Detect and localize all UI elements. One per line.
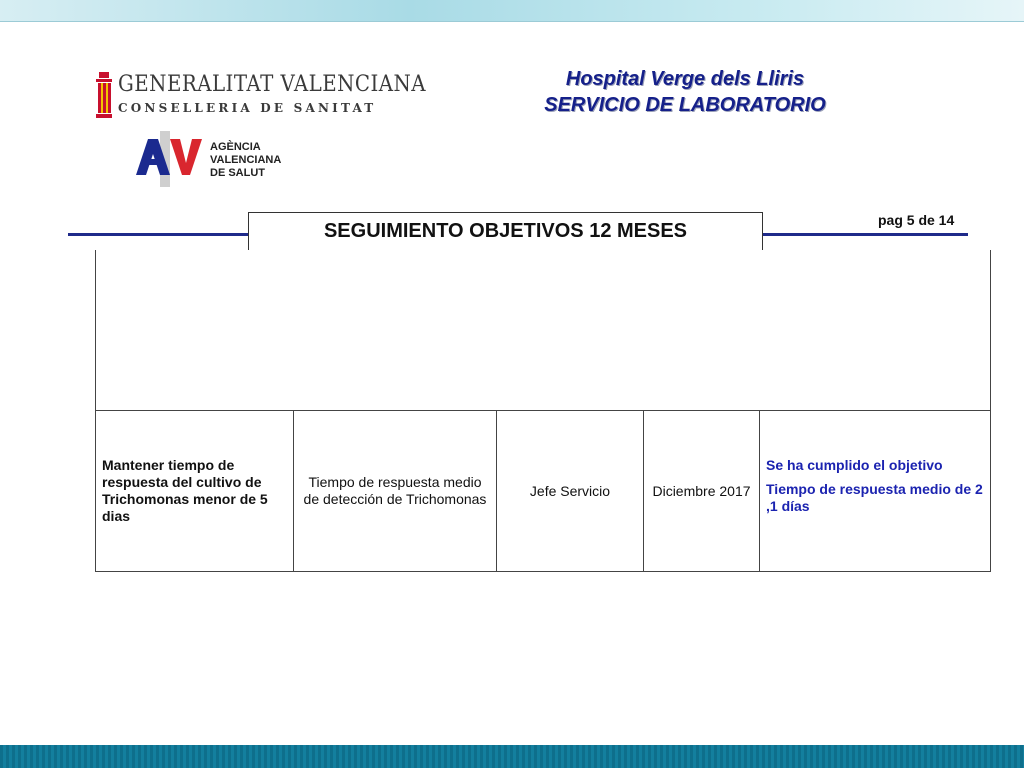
agency-line-3: DE SALUT (210, 167, 265, 179)
service-name: SERVICIO DE LABORATORIO (544, 94, 826, 116)
hospital-name: Hospital Verge dels Lliris (565, 68, 805, 90)
page-title: SEGUIMIENTO OBJETIVOS 12 MESES (248, 212, 763, 250)
generalitat-logo (94, 72, 427, 122)
title-rule-right (762, 233, 968, 236)
avs-emblem-icon (136, 131, 202, 187)
objective-cell: Mantener tiempo de respuesta del cultivo de Trichomonas menor de 5 dias (96, 411, 294, 571)
org-name: GENERALITAT VALENCIANA (118, 72, 427, 97)
hospital-header (470, 66, 900, 118)
avs-logo (136, 131, 296, 187)
result-cell (760, 411, 990, 571)
generalitat-emblem-icon (94, 72, 114, 118)
deadline-cell: Diciembre 2017 (644, 411, 760, 571)
table-continued-area (95, 250, 991, 411)
result-detail: Tiempo de respuesta medio de 2 ,1 días (766, 481, 983, 514)
bottom-decorative-band (0, 745, 1024, 768)
agency-line-2: VALENCIANA (210, 154, 282, 166)
page-indicator: pag 5 de 14 (878, 212, 955, 228)
table-row (95, 410, 991, 572)
top-decorative-band (0, 0, 1024, 22)
result-status: Se ha cumplido el objetivo (766, 457, 943, 473)
responsible-cell: Jefe Servicio (497, 411, 644, 571)
agency-name (210, 141, 281, 180)
agency-line-1: AGÈNCIA (210, 141, 261, 153)
org-department: CONSELLERIA DE SANITAT (118, 101, 377, 115)
title-rule-left (68, 233, 248, 236)
indicator-cell: Tiempo de respuesta medio de detección de Trichomonas (294, 411, 497, 571)
